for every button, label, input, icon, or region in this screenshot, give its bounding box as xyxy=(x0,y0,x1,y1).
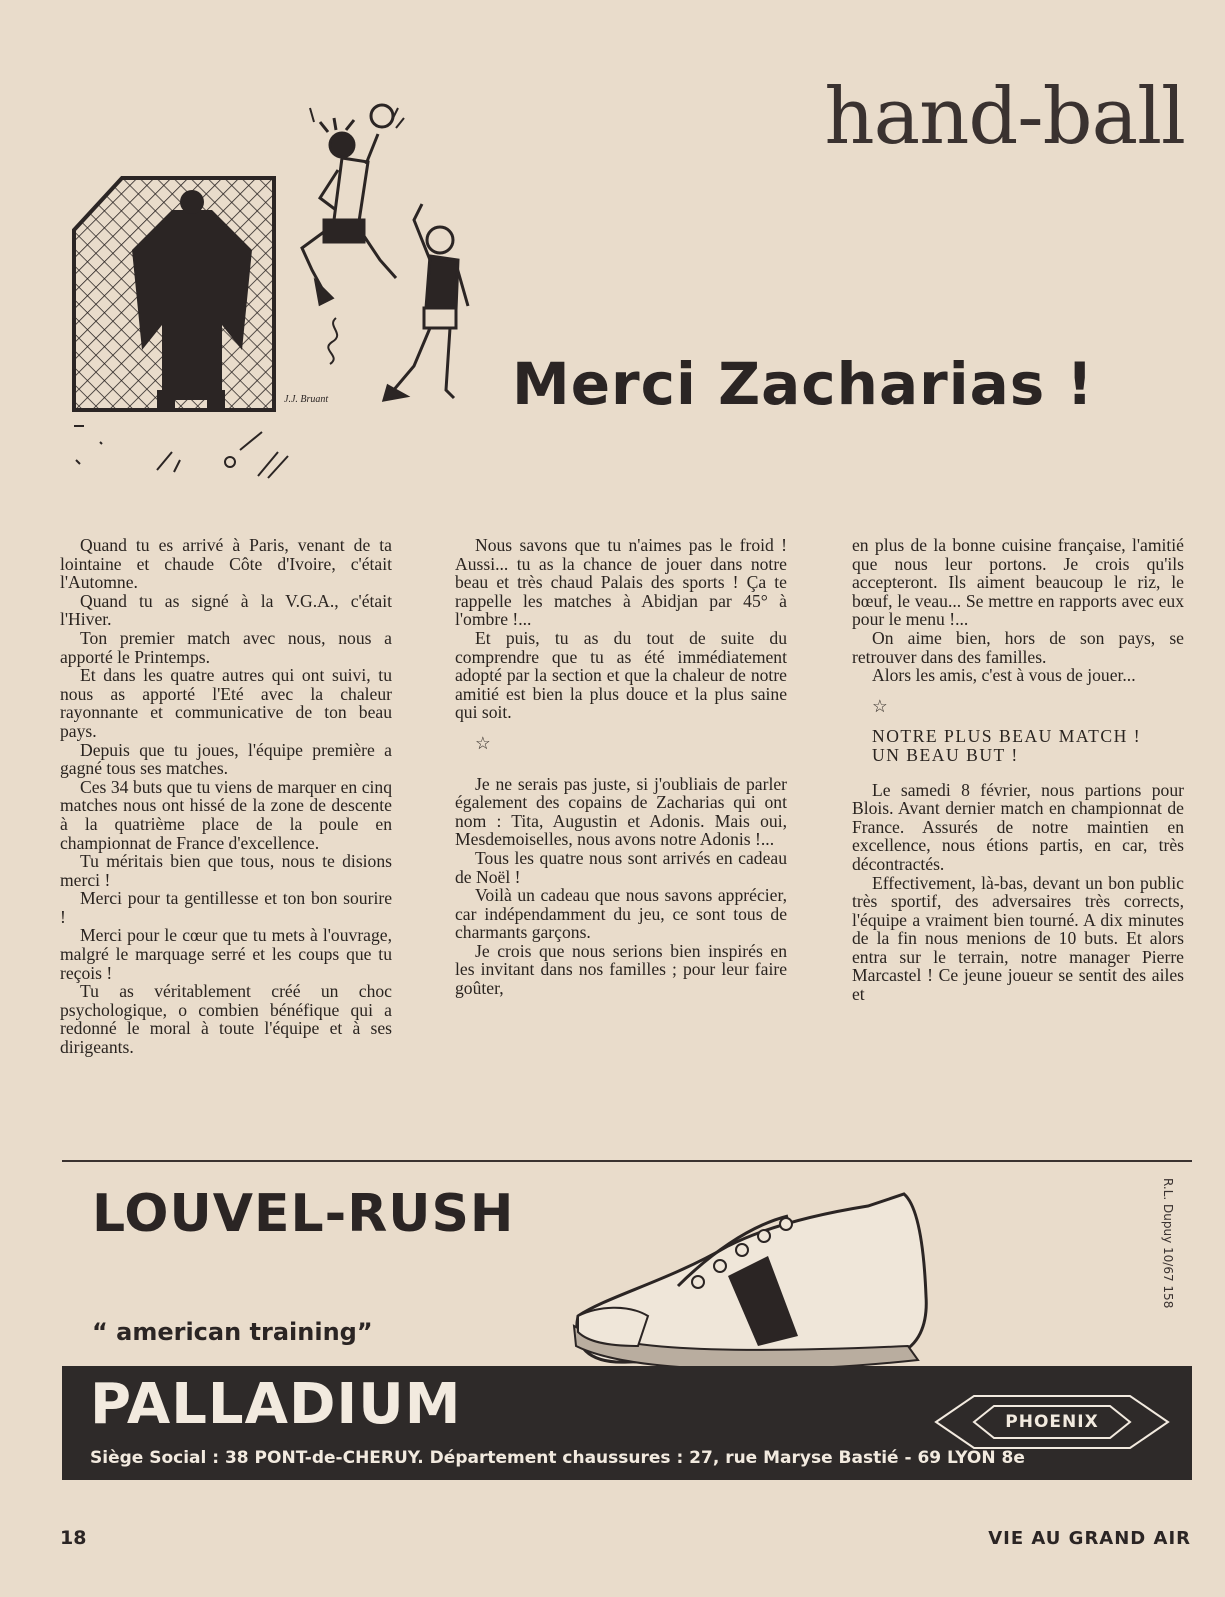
ad-address: Siège Social : 38 PONT-de-CHERUY. Département chaussures : 27, rue Maryse Bastié - 69 LYON 8e xyxy=(90,1448,1025,1468)
paragraph: On aime bien, hors de son pays, se retrouver dans des familles. xyxy=(852,627,1184,667)
handball-illustration xyxy=(62,100,482,500)
paragraph: Je ne serais pas juste, si j'oubliais de parler également des copains de Zacharias qui ont nom : Tita, Augustin et Adonis. Mais oui, Mesdemoiselles, nous avons notre Adonis !... xyxy=(455,773,787,850)
paragraph: Quand tu es arrivé à Paris, venant de ta lointaine et chaude Côte d'Ivoire, c'était l'Automne. xyxy=(60,535,392,593)
paragraph: Merci pour ta gentillesse et ton bon sourire ! xyxy=(60,888,392,927)
paragraph: Tu as véritablement créé un choc psychologique, o combien bénéfique qui a redonné le moral à toute l'équipe et à ses dirigeants. xyxy=(60,981,392,1058)
ad-divider xyxy=(62,1160,1192,1162)
ad-banner xyxy=(62,1366,1192,1480)
subheading: NOTRE PLUS BEAU MATCH ! xyxy=(872,726,1142,747)
paragraph: Quand tu as signé à la V.G.A., c'était l'Hiver. xyxy=(60,590,392,630)
paragraph: Voilà un cadeau que nous savons apprécier, car indépendamment du jeu, ce sont tous de charmants garçons. xyxy=(455,885,787,943)
paragraph: Je crois que nous serions bien inspirés en les invitant dans nos familles ; pour leur faire goûter, xyxy=(455,940,787,999)
paragraph: Le samedi 8 février, nous partions pour Blois. Avant dernier match en championnat de France. Assurés de notre maintien en excellence, nous étions partis, en car, très décontractés. xyxy=(852,779,1184,874)
paragraph: Tous les quatre nous sont arrivés en cadeau de Noël ! xyxy=(455,847,787,887)
paragraph: Depuis que tu joues, l'équipe première a gagné tous ses matches. xyxy=(60,739,392,779)
phoenix-label: PHOENIX xyxy=(1005,1412,1099,1432)
paragraph: Nous savons que tu n'aimes pas le froid ! Aussi... tu as la chance de jouer dans notre beau et très chaud Palais des sports ! Ça te rappelle les matches à Abidjan par 45° à l'ombre !... xyxy=(455,535,787,630)
article-body xyxy=(60,536,1192,1121)
ad-tagline: “ american training” xyxy=(92,1318,373,1346)
paragraph: Ces 34 buts que tu viens de marquer en cinq matches nous ont hissé de la zone de descente à la quatrième place de la poule en championnat de France d'excellence. xyxy=(60,776,392,853)
ground-marks xyxy=(74,426,288,478)
ad-credit: R.L. Dupuy 10/67 158 xyxy=(1161,1178,1175,1309)
illustration-signature: J.J. Bruant xyxy=(284,394,329,405)
star-separator: ☆ xyxy=(475,732,491,753)
defending-player xyxy=(384,204,468,400)
star-separator: ☆ xyxy=(872,695,888,716)
subheading: UN BEAU BUT ! xyxy=(872,744,1019,765)
ad-banner-brand: PALLADIUM xyxy=(90,1372,462,1437)
page-number: 18 xyxy=(60,1527,87,1549)
paragraph: Tu méritais bien que tous, nous te disions merci ! xyxy=(60,851,392,890)
paragraph: Et dans les quatre autres qui ont suivi, tu nous as apporté l'Eté avec la chaleur rayonnante et communicative de ton beau pays. xyxy=(60,665,392,741)
paragraph: Alors les amis, c'est à vous de jouer... xyxy=(872,665,1136,686)
paragraph: Ton premier match avec nous, nous a apporté le Printemps. xyxy=(60,627,392,667)
paragraph: Et puis, tu as du tout de suite du comprendre que tu as été immédiatement adopté par la section et que la chaleur de notre amitié est bien la plus douce et la plus saine qui soit. xyxy=(455,627,787,723)
section-title: hand-ball xyxy=(824,72,1185,162)
article-column-2 xyxy=(455,536,787,998)
headline: Merci Zacharias ! xyxy=(512,350,1094,418)
sneaker-illustration xyxy=(568,1186,948,1376)
magazine-name: VIE AU GRAND AIR xyxy=(988,1528,1191,1549)
jumping-player xyxy=(302,105,396,304)
article-column-1 xyxy=(60,536,392,1057)
paragraph: Merci pour le cœur que tu mets à l'ouvrage, malgré le marquage serré et les coups que tu reçois ! xyxy=(60,925,392,983)
article-column-3 xyxy=(852,536,1184,1004)
paragraph: Effectivement, là-bas, devant un bon public très sportif, des adversaires très corrects, l'équipe a vraiment bien tourné. A dix minutes de la fin nous menions de 10 buts. Et alors entra sur le terrain, notre manager Pierre Marcastel ! Ce jeune joueur se sentit des ailes et xyxy=(852,872,1184,1005)
paragraph: en plus de la bonne cuisine française, l'amitié que nous leur portons. Je crois qu'ils accepteront. Ils aiment beaucoup le riz, le bœuf, le veau... Se mettre en rapports avec eux pour le menu !... xyxy=(852,535,1184,630)
ad-brand: LOUVEL-RUSH xyxy=(92,1184,515,1244)
phoenix-logo xyxy=(934,1392,1170,1452)
